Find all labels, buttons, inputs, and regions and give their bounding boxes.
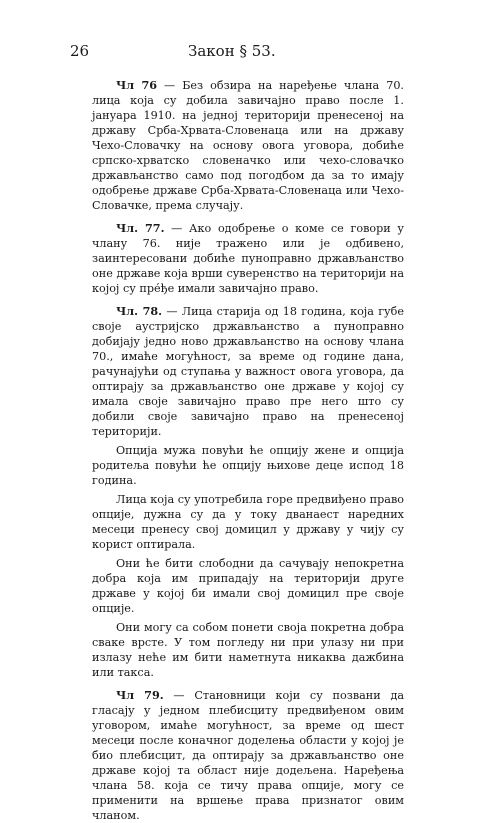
article-text: — Становници који су позвани да гласају у једном плебисциту предвиђеном овим уговором, имаће могућност, за време од шест месеци после коначног доделења области у којој је био плебисцит, да оптирају за држављанство оне државе којој та област није додељена. Наређења члана 58. која се тичу права опције, могу се применити на вршење права признатог овим чланом. — [92, 689, 405, 822]
article-text: — Ако одобрење о коме се говори у члану 76. није тражено или је одбивено, заинтересовани добиће пуноправно држављанство оне државе која врши суверенство на територији на којој су пре́ђе имали завичајно право. — [92, 222, 405, 295]
article-76 — [92, 78, 404, 213]
article-78 — [92, 304, 404, 439]
article-label: Чл. 78. — [116, 304, 163, 318]
article-label: Чл 79. — [116, 688, 164, 702]
page-body — [92, 78, 404, 823]
article-text: — Лица старија од 18 година, која губе своје аустријско држављанство а пуноправно добијају једно ново држављанство на основу члана 70., имаће могућност, за време од године дана, рачунајући од ступања у важност овога уговора, да оптирају за држављанство оне државе у којој су имала своје завичајно право пре него што су добили своје завичајно право на пренесеној територији. — [92, 305, 404, 438]
running-title: Закон § 53. — [188, 42, 276, 60]
page-number: 26 — [70, 42, 90, 60]
article-label: Чл. 77. — [116, 221, 165, 235]
paragraph: Опција мужа повући ће опцију жене и опција родитеља повући ће опцију њихове деце испод 18 година. — [92, 444, 404, 487]
paragraph: Лица која су употребила горе предвиђено право опције, дужна су да у току дванаест наредних месеци пренесу свој домицил у државу у чију су корист оптирала. — [92, 493, 404, 551]
paragraph: Они могу са собом понети своја покретна добра сваке врсте. У том погледу ни при улазу ни при излазу неће им бити наметнута никаква дажбина или такса. — [92, 621, 404, 679]
article-79 — [92, 688, 404, 823]
paragraph: Они ће бити слободни да сачувају непокретна добра која им припадају на територији друге државе у којој би имали свој домицил пре своје опције. — [92, 557, 404, 615]
article-77 — [92, 221, 404, 296]
page-header — [70, 42, 410, 64]
article-label: Чл 76 — [116, 78, 158, 92]
article-text: — Без обзира на наређење члана 70. лица која су добила завичајно право после 1. јануара 1910. на једној територији пренесеној на државу Срба-Хрвата-Словенаца или на државу Чехо-Словачку на основу овога уговора, добиће српско-хрватско словеначко или чехо-словачко држављанство само под погодбом да за то имају одобрење државе Срба-Хрвата-Словенаца или Чехо-Словачке, према случају. — [92, 79, 404, 212]
